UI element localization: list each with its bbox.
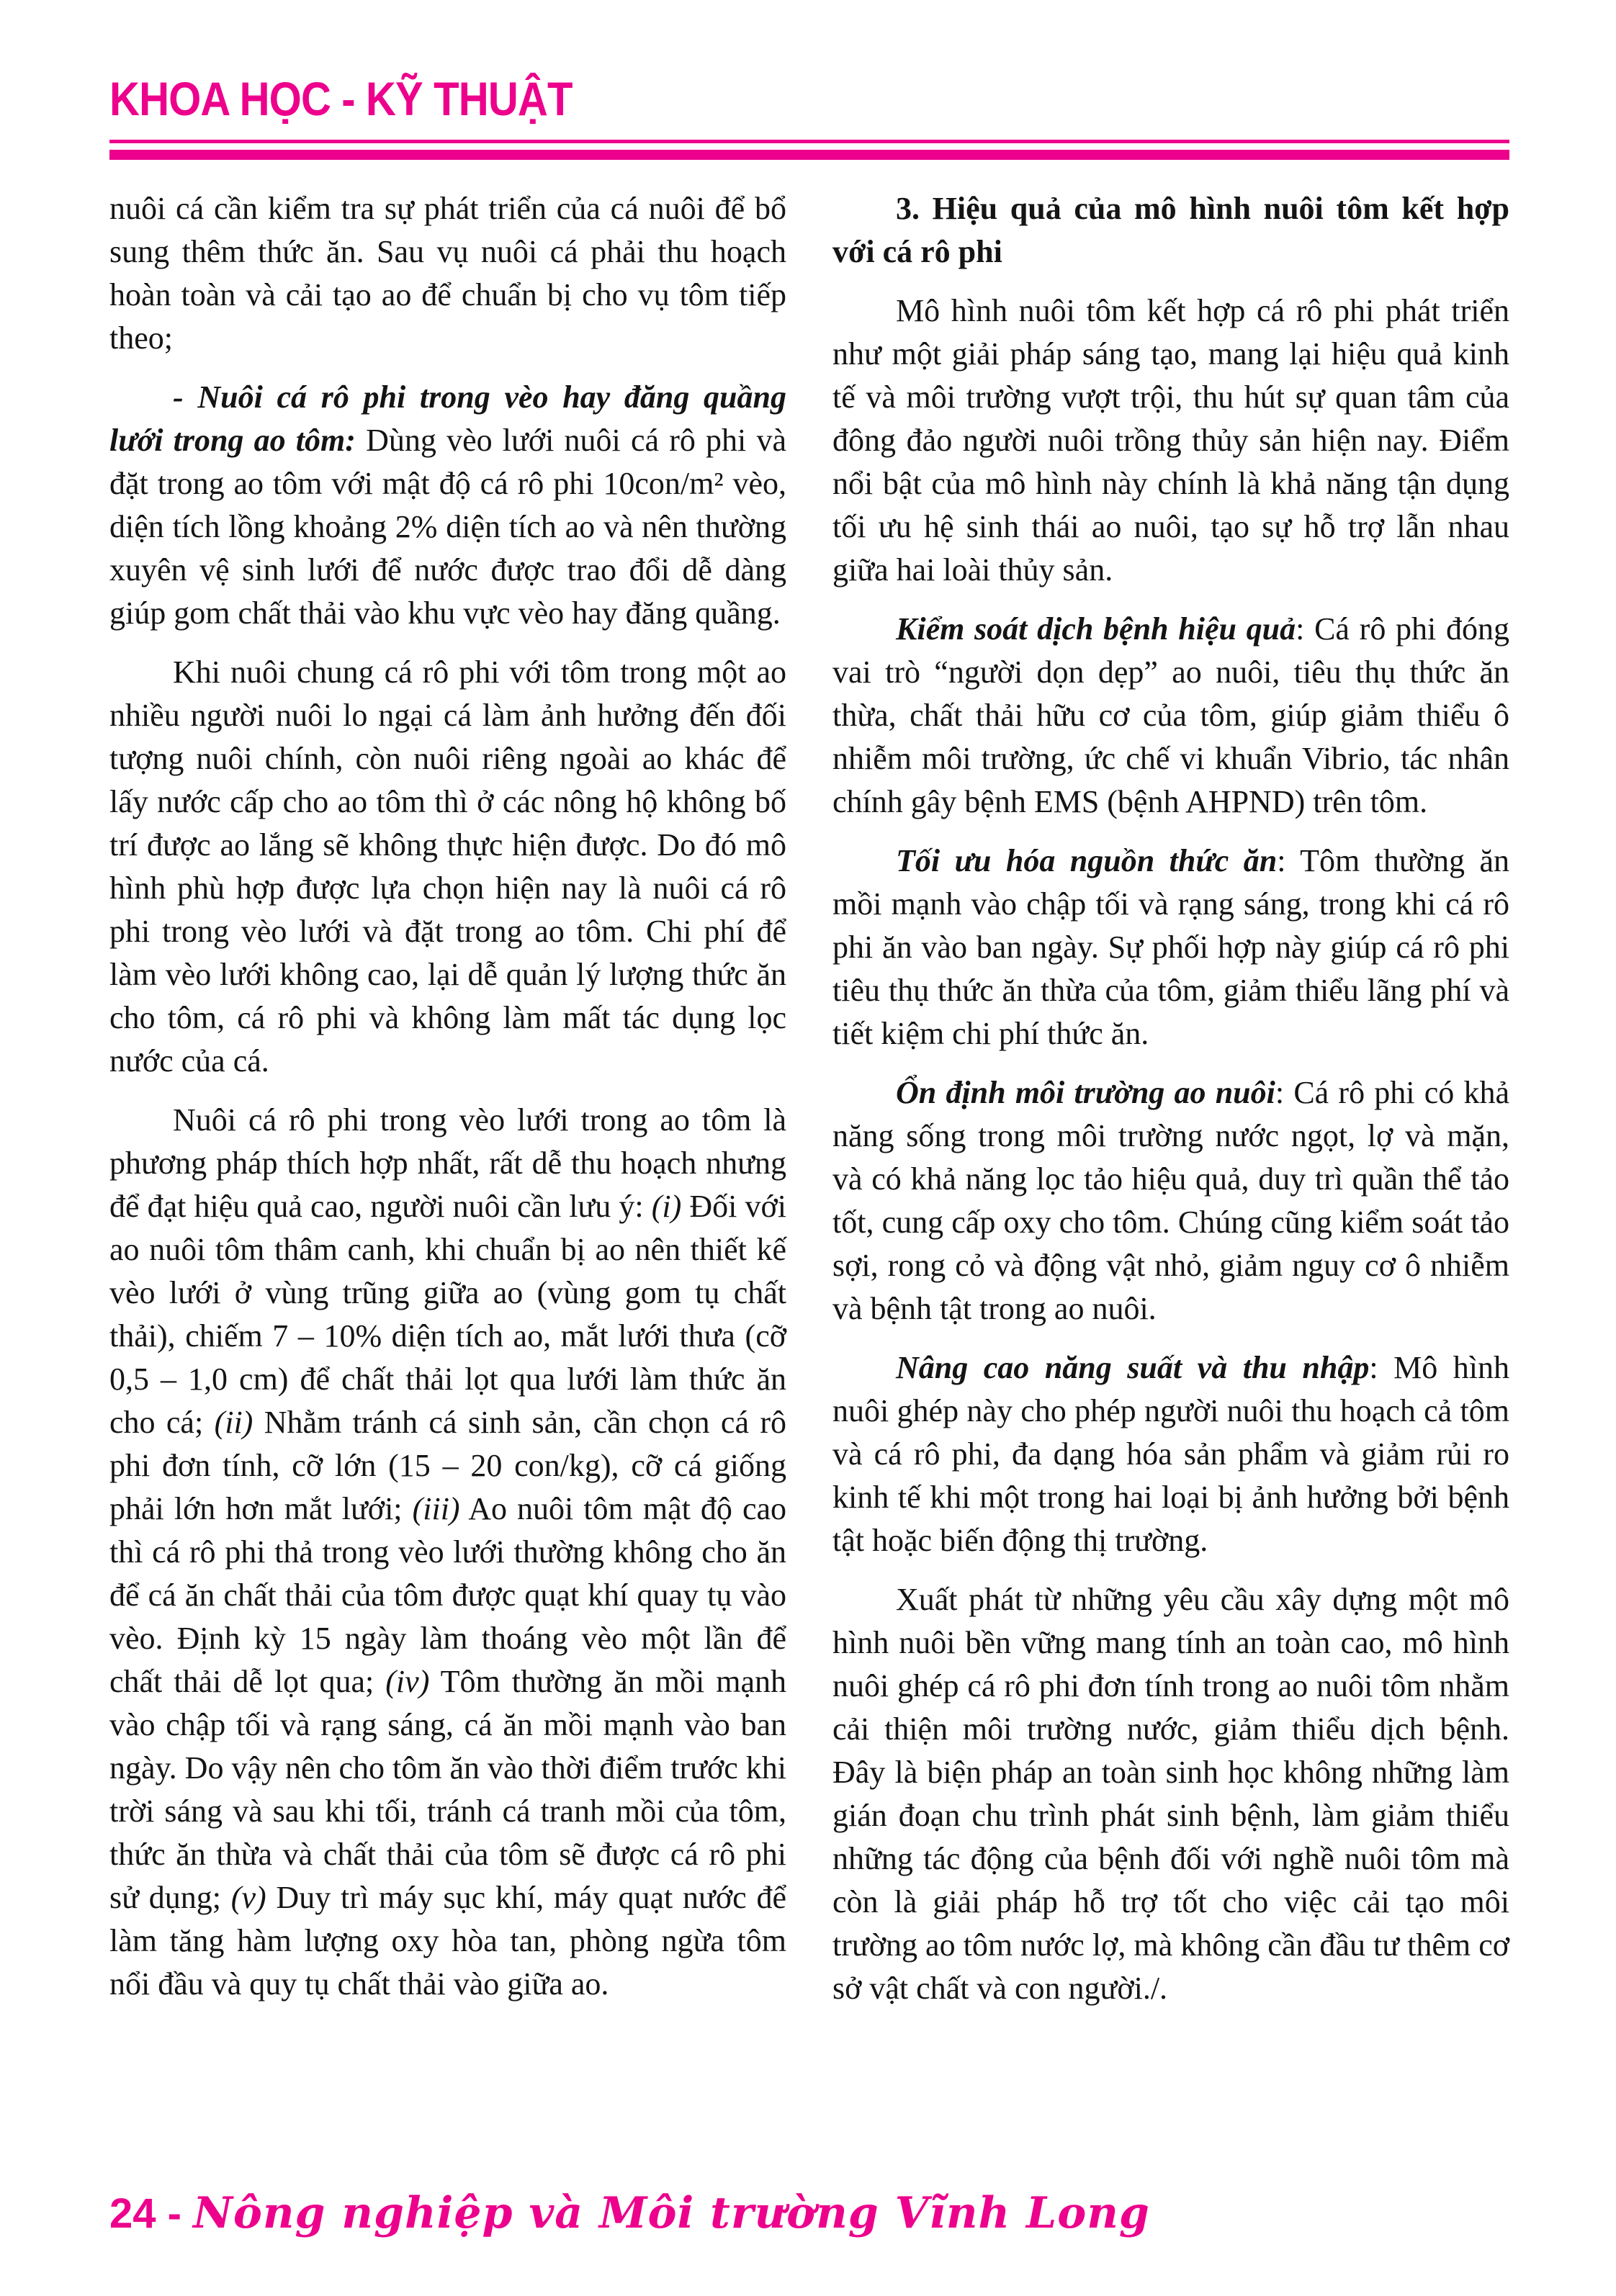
page-number: 24 <box>109 2190 156 2237</box>
text-run: Duy trì máy sục khí, máy quạt nước để làm tăng hàm lượng oxy hòa tan, phòng ngừa tôm nổi đầu và quy tụ chất thải vào giữa ao. <box>109 1880 786 2002</box>
article-body <box>109 187 1509 2026</box>
text-run: (ii) <box>214 1405 253 1440</box>
text-run: - Nuôi cá rô phi trong vèo hay đăng quầng lưới trong ao tôm: <box>109 379 786 458</box>
text-run: Xuất phát từ những yêu cầu xây dựng một mô hình nuôi bền vững mang tính an toàn cao, mô hình nuôi ghép cá rô phi đơn tính trong ao nuôi tôm nhằm cải thiện môi trường nước, giảm thiểu dịch bệnh. Đây là biện pháp an toàn sinh học không những làm gián đoạn chu trình phát sinh bệnh, làm giảm thiểu những tác động của bệnh đối với nghề nuôi tôm mà còn là giải pháp hỗ trợ tốt cho việc cải tạo môi trường ao tôm nước lợ, mà không cần đầu tư thêm cơ sở vật chất và con người./. <box>832 1582 1509 2006</box>
paragraph <box>832 839 1509 1055</box>
divider-thick-line <box>109 150 1509 160</box>
text-run: Mô hình nuôi tôm kết hợp cá rô phi phát triển như một giải pháp sáng tạo, mang lại hiệu quả kinh tế và môi trường vượt trội, thu hút sự quan tâm của đông đảo người nuôi trồng thủy sản hiện nay. Điểm nổi bật của mô hình này chính là khả năng tận dụng tối ưu hệ sinh thái ao nuôi, tạo sự hỗ trợ lẫn nhau giữa hai loài thủy sản. <box>832 293 1509 587</box>
journal-title: Nông nghiệp và Môi trường Vĩnh Long <box>193 2188 1150 2238</box>
paragraph <box>109 1099 786 2006</box>
text-run: Nhằm tránh cá sinh sản, cần chọn cá rô phi đơn tính, cỡ lớn (15 – 20 con/kg), cỡ cá giống phải lớn hơn mắt lưới; <box>109 1405 786 1526</box>
left-column <box>109 187 786 2026</box>
text-run: : Mô hình nuôi ghép này cho phép người nuôi thu hoạch cả tôm và cá rô phi, đa dạng hóa sản phẩm và giảm rủi ro kinh tế khi một trong hai loại bị ảnh hưởng bởi bệnh tật hoặc biến động thị trường. <box>832 1350 1509 1558</box>
right-column <box>832 187 1509 2026</box>
text-run: Tối ưu hóa nguồn thức ăn <box>896 843 1278 878</box>
paragraph <box>832 1578 1509 2010</box>
text-run: Dùng vèo lưới nuôi cá rô phi và đặt trong ao tôm với mật độ cá rô phi 10con/m² vèo, diện tích lồng khoảng 2% diện tích ao và nên thường xuyên vệ sinh lưới để nước được trao đổi dễ dàng giúp gom chất thải vào khu vực vèo hay đăng quầng. <box>109 423 787 631</box>
text-run: Nuôi cá rô phi trong vèo lưới trong ao tôm là phương pháp thích hợp nhất, rất dễ thu hoạch nhưng để đạt hiệu quả cao, người nuôi cần lưu ý: <box>109 1102 786 1224</box>
text-run: : Tôm thường ăn mồi mạnh vào chập tối và rạng sáng, trong khi cá rô phi ăn vào ban ngày. Sự phối hợp này giúp cá rô phi tiêu thụ thức ăn thừa của tôm, giảm thiểu lãng phí và tiết kiệm chi phí thức ăn. <box>832 843 1509 1051</box>
paragraph <box>109 187 786 360</box>
paragraph <box>832 608 1509 824</box>
text-run: Đối với ao nuôi tôm thâm canh, khi chuẩn bị ao nên thiết kế vèo lưới ở vùng trũng giữa ao (vùng gom tụ chất thải), chiếm 7 – 10% diện tích ao, mắt lưới thưa (cỡ 0,5 – 1,0 cm) để chất thải lọt qua lưới làm thức ăn cho cá; <box>109 1189 786 1440</box>
page-header <box>109 72 1509 160</box>
section-heading <box>832 187 1509 274</box>
text-run: (iv) <box>385 1664 430 1699</box>
section-title: KHOA HỌC - KỸ THUẬT <box>109 72 573 125</box>
paragraph <box>109 376 786 635</box>
text-run: Ao nuôi tôm mật độ cao thì cá rô phi thả trong vèo lưới thường không cho ăn để cá ăn chất thải của tôm được quạt khí quay tụ vào vèo. Định kỳ 15 ngày làm thoáng vèo một lần để chất thải dễ lọt qua; <box>109 1491 787 1699</box>
header-divider <box>109 140 1509 160</box>
text-run: 3. Hiệu quả của mô hình nuôi tôm kết hợp với cá rô phi <box>832 191 1509 269</box>
text-run: Tôm thường ăn mồi mạnh vào chập tối và rạng sáng, cá ăn mồi mạnh vào ban ngày. Do vậy nên cho tôm ăn vào thời điểm trước khi trời sáng và sau khi tối, tránh cá tranh mồi của tôm, thức ăn thừa và chất thải của tôm sẽ được cá rô phi sử dụng; <box>109 1664 786 1915</box>
text-run: Nâng cao năng suất và thu nhập <box>896 1350 1370 1385</box>
text-run: : Cá rô phi có khả năng sống trong môi trường nước ngọt, lợ và mặn, và có khả năng lọc tảo hiệu quả, duy trì quần thể tảo tốt, cung cấp oxy cho tôm. Chúng cũng kiểm soát tảo sợi, rong cỏ và động vật nhỏ, giảm nguy cơ ô nhiễm và bệnh tật trong ao nuôi. <box>832 1075 1509 1326</box>
text-run: (v) <box>230 1880 266 1915</box>
footer-separator: - <box>156 2190 194 2237</box>
paragraph <box>109 651 786 1083</box>
text-run: Khi nuôi chung cá rô phi với tôm trong một ao nhiều người nuôi lo ngại cá làm ảnh hưởng đến đối tượng nuôi chính, còn nuôi riêng ngoài ao khác để lấy nước cấp cho ao tôm thì ở các nông hộ không bố trí được ao lắng sẽ không thực hiện được. Do đó mô hình phù hợp được lựa chọn hiện nay là nuôi cá rô phi trong vèo lưới và đặt trong ao tôm. Chi phí để làm vèo lưới không cao, lại dễ quản lý lượng thức ăn cho tôm, cá rô phi và không làm mất tác dụng lọc nước của cá. <box>109 654 786 1079</box>
text-run: : Cá rô phi đóng vai trò “người dọn dẹp” ao nuôi, tiêu thụ thức ăn thừa, chất thải hữu cơ của tôm, giúp giảm thiểu ô nhiễm môi trường, ức chế vi khuẩn Vibrio, tác nhân chính gây bệnh EMS (bệnh AHPND) trên tôm. <box>832 611 1509 819</box>
page-footer <box>109 2188 1509 2238</box>
text-run: Kiểm soát dịch bệnh hiệu quả <box>896 611 1296 647</box>
text-run: (i) <box>651 1189 682 1224</box>
text-run: nuôi cá cần kiểm tra sự phát triển của cá nuôi để bổ sung thêm thức ăn. Sau vụ nuôi cá phải thu hoạch hoàn toàn và cải tạo ao để chuẩn bị cho vụ tôm tiếp theo; <box>109 191 786 356</box>
divider-thin-line <box>109 140 1509 143</box>
text-run: (iii) <box>412 1491 460 1526</box>
text-run: Ổn định môi trường ao nuôi <box>896 1075 1275 1110</box>
paragraph <box>832 289 1509 592</box>
paragraph <box>832 1071 1509 1331</box>
paragraph <box>832 1346 1509 1562</box>
